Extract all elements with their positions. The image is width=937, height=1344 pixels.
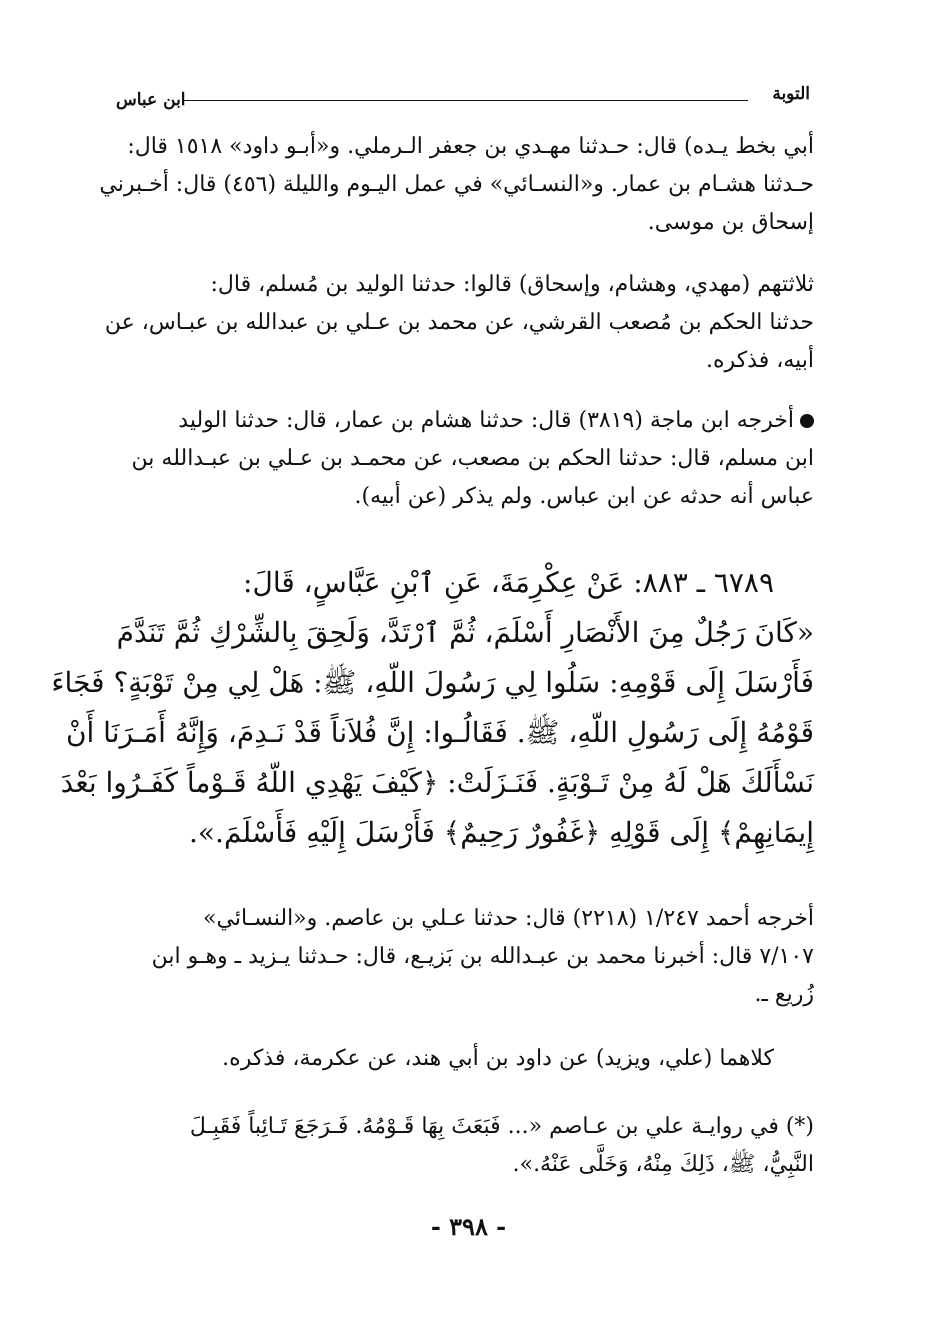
bullet-icon: [800, 414, 814, 428]
paragraph-takhrij-2: [104, 900, 814, 1014]
text-line: كلاهما (علي، ويزيد) عن داود بن أبي هند، عن عكرمة، فذكره.: [222, 1046, 774, 1071]
text-line: زُريع ـ.: [754, 982, 814, 1007]
text-line-content: أخرجه ابن ماجة (٣٨١٩) قال: حدثنا هشام بن عمار، قال: حدثنا الوليد: [178, 408, 794, 433]
narrator-title: ابن عباس: [116, 90, 186, 110]
header-rule: [182, 100, 748, 101]
chapter-title: التوبة: [772, 84, 810, 104]
text-line: حـدثنا هشـام بن عمار. و«النسـائي» في عمل اليـوم والليلة (٤٥٦) قال: أخـبرني: [99, 172, 814, 197]
text-line: النَّبِيُّ، ﷺ، ذَلِكَ مِنْهُ، وَخَلَّى عَنْهُ.».: [512, 1152, 814, 1177]
paragraph-isnad-1: [99, 128, 814, 242]
paragraph-isnad-3: [104, 1040, 814, 1078]
text-line: ثلاثتهم (مهدي، وهشام، وإسحاق) قالوا: حدثنا الوليد بن مُسلم، قال:: [210, 272, 814, 297]
hadith-line: إِيمَانِهِمْ﴾ إِلَى قَوْلِهِ ﴿غَفُورٌ رَحِيمٌ﴾ فَأَرْسَلَ إِلَيْهِ فَأَسْلَمَ.».: [189, 816, 814, 849]
text-line: (*) في روايـة علي بن عـاصم «... فَبَعَثَ بِهَا قَـوْمُهُ. فَـرَجَعَ تَـائِباً فَقَبِـلَ: [189, 1114, 814, 1139]
paragraph-takhrij-1: [104, 402, 814, 516]
text-line: إسحاق بن موسى.: [647, 210, 814, 235]
text-line: أبي بخط يـده) قال: حـدثنا مهـدي بن جعفر الـرملي. و«أبـو داود» ١٥١٨ قال:: [127, 134, 814, 159]
hadith-line: نَسْأَلَكَ هَلْ لَهُ مِنْ تَـوْبَةٍ. فَنَـزَلَتْ: ﴿كَيْفَ يَهْدِي اللّهُ قَـوْماً كَفَـرُوا بَعْدَ: [60, 766, 814, 799]
text-line: أخرجه أحمد ١/٢٤٧ (٢٢١٨) قال: حدثنا عـلي بن عاصم. و«النسـائي»: [203, 906, 814, 931]
paragraph-isnad-2: [104, 266, 814, 380]
text-line: [104, 402, 814, 440]
running-header: [116, 84, 810, 112]
hadith-heading: ٦٧٨٩ ـ ٨٨٣: عَنْ عِكْرِمَةَ، عَنِ ٱبْنِ عَبَّاسٍ، قَالَ:: [243, 566, 774, 599]
text-line: أبيه، فذكره.: [706, 348, 814, 373]
text-line: حدثنا الحكم بن مُصعب القرشي، عن محمد بن عـلي بن عبدالله بن عبـاس، عن: [104, 310, 814, 335]
text-line: ابن مسلم، قال: حدثنا الحكم بن مصعب، عن محمـد بن عـلي بن عبـدالله بن: [131, 446, 814, 471]
paragraph-note: [104, 1108, 814, 1184]
text-line: ٧/١٠٧ قال: أخبرنا محمد بن عبـدالله بن بَزيـع، قال: حـدثنا يـزيد ـ وهـو ابن: [151, 944, 814, 969]
text-line: عباس أنه حدثه عن ابن عباس. ولم يذكر (عن أبيه).: [354, 484, 814, 509]
hadith-line: «كَانَ رَجُلٌ مِنَ الأَنْصَارِ أَسْلَمَ، ثُمَّ ٱرْتَدَّ، وَلَحِقَ بِالشِّرْكِ ثُمَّ تَنَدَّمَ: [116, 616, 814, 649]
hadith-line: فَأَرْسَلَ إِلَى قَوْمِهِ: سَلُوا لِي رَسُولَ اللّهِ، ﷺ: هَلْ لِي مِنْ تَوْبَةٍ؟ فَجَاءَ: [51, 666, 814, 699]
hadith-text: [51, 558, 814, 858]
hadith-line: قَوْمُهُ إِلَى رَسُولِ اللّهِ، ﷺ. فَقَالُـوا: إِنَّ فُلاَناً قَدْ نَـدِمَ، وَإِنَّهُ أَمَـرَنَا أَنْ: [65, 716, 814, 749]
page-number: - ٣٩٨ -: [430, 1212, 507, 1241]
